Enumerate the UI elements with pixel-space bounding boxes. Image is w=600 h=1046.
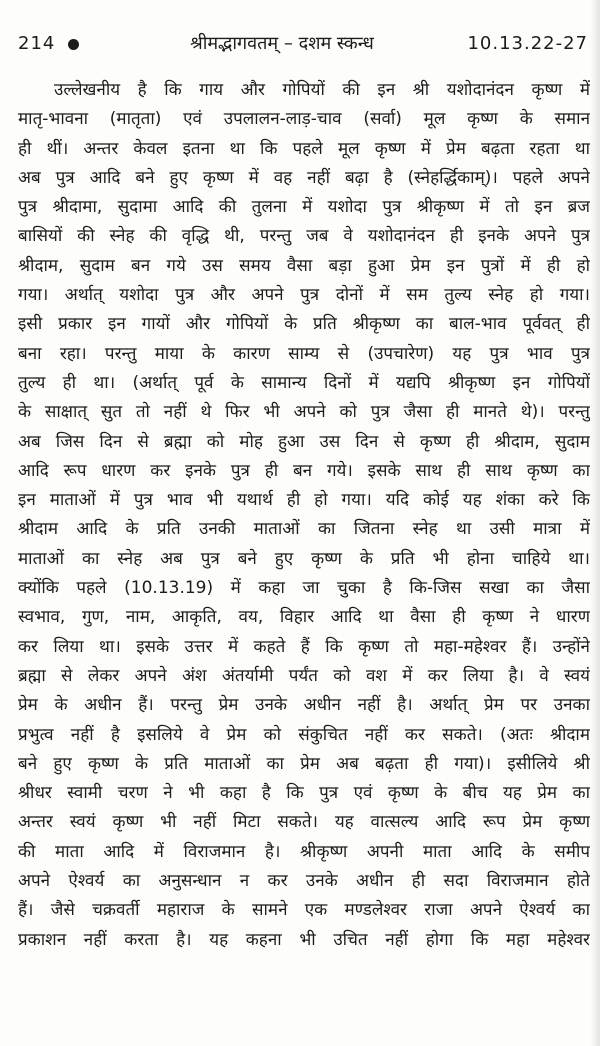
text-line: अपने ऐश्वर्य का अनुसन्धान न कर उनके अधीन ही सदा विराजमान होते bbox=[18, 871, 590, 892]
text-line: श्रीदाम आदि के प्रति उनकी माताओं का जितना स्नेह था उसी मात्रा में bbox=[18, 519, 590, 540]
text-line: बासियों की स्नेह की वृद्धि थी, परन्तु जब वे यशोदानंदन ही इनके अपने पुत्र bbox=[18, 226, 590, 247]
text-line: इसी प्रकार इन गायों और गोपियों के प्रति श्रीकृष्ण का बाल-भाव पूर्ववत् ही bbox=[18, 314, 590, 335]
page-number: 214 bbox=[18, 33, 56, 54]
text-line: गया। अर्थात् यशोदा पुत्र और अपने पुत्र दोनों में सम तुल्य स्नेह हो गया। bbox=[18, 285, 590, 306]
text-line: क्योंकि पहले (10.13.19) में कहा जा चुका है कि-जिस सखा का जैसा bbox=[18, 578, 590, 599]
bullet-dot-icon bbox=[68, 39, 79, 50]
text-line: अब पुत्र आदि बने हुए कृष्ण में वह नहीं बढ़ा है (स्नेहर्द्धिकाम्)। पहले अपने bbox=[18, 167, 590, 188]
text-line: मातृ-भावना (मातृता) एवं उपलालन-लाड़-चाव (सर्वा) मूल कृष्ण के समान bbox=[18, 109, 590, 130]
text-line: प्रेम के अधीन हैं। परन्तु प्रेम उनके अधीन नहीं है। अर्थात् प्रेम पर उनका bbox=[18, 695, 590, 716]
text-line: माताओं का स्नेह अब पुत्र बने हुए कृष्ण के प्रति भी होना चाहिये था। bbox=[18, 548, 590, 569]
text-line: ही थीं। अन्तर केवल इतना था कि पहले मूल कृष्ण में प्रेम बढ़ता रहता था bbox=[18, 138, 590, 159]
text-line: तुल्य ही था। (अर्थात् पूर्व के सामान्य दिनों में यद्यपि श्रीकृष्ण इन गोपियों bbox=[18, 372, 590, 393]
text-line: हैं। जैसे चक्रवर्ती महाराज के सामने एक मण्डलेश्वर राजा अपने ऐश्वर्य का bbox=[18, 900, 590, 921]
body-paragraph bbox=[18, 76, 590, 955]
page-header bbox=[18, 30, 588, 58]
text-line: अब जिस दिन से ब्रह्मा को मोह हुआ उस दिन से कृष्ण ही श्रीदाम, सुदाम bbox=[18, 431, 590, 452]
text-line: बने हुए कृष्ण के प्रति माताओं का प्रेम अब बढ़ता ही गया)। इसीलिये श्री bbox=[18, 753, 590, 774]
text-line: श्रीधर स्वामी चरण ने भी कहा है कि पुत्र एवं कृष्ण के बीच यह प्रेम का bbox=[18, 783, 590, 804]
text-line: प्रकाशन नहीं करता है। यह कहना भी उचित नहीं होगा कि महा महेश्वर bbox=[18, 929, 590, 950]
text-line: की माता आदि में विराजमान है। श्रीकृष्ण अपनी माता आदि के समीप bbox=[18, 841, 590, 862]
text-line: ब्रह्मा से लेकर अपने अंश अंतर्यामी पर्यंत को वश में कर लिया है। वे स्वयं bbox=[18, 665, 590, 686]
text-line: बना रहा। परन्तु माया के कारण साम्य से (उपचारेण) यह पुत्र भाव पुत्र bbox=[18, 343, 590, 364]
book-title: श्रीमद्भागवतम् – दशम स्कन्ध bbox=[190, 33, 374, 54]
text-line: प्रभुत्व नहीं है इसलिये वे प्रेम को संकुचित नहीं कर सकते। (अतः श्रीदाम bbox=[18, 724, 590, 745]
page-edge-shadow bbox=[590, 0, 600, 1046]
text-line: पुत्र श्रीदामा, सुदामा आदि की तुलना में यशोदा पुत्र श्रीकृष्ण में तो इन ब्रज bbox=[18, 197, 590, 218]
verse-reference: 10.13.22-27 bbox=[467, 33, 588, 54]
text-line: आदि रूप धारण कर इनके पुत्र ही बन गये। इसके साथ ही साथ कृष्ण का bbox=[18, 460, 590, 481]
text-line: स्वभाव, गुण, नाम, आकृति, वय, विहार आदि था वैसा ही कृष्ण ने धारण bbox=[18, 607, 590, 628]
text-line: कर लिया था। इसके उत्तर में कहते हैं कि कृष्ण तो महा-महेश्वर हैं। उन्होंने bbox=[18, 636, 590, 657]
text-line: श्रीदाम, सुदाम बन गये उस समय वैसा बड़ा हुआ प्रेम इन पुत्रों में ही हो bbox=[18, 255, 590, 276]
text-line: अन्तर स्वयं कृष्ण भी नहीं मिटा सकते। यह वात्सल्य आदि रूप प्रेम कृष्ण bbox=[18, 812, 590, 833]
text-line: इन माताओं में पुत्र भाव भी यथार्थ ही हो गया। यदि कोई यह शंका करे कि bbox=[18, 490, 590, 511]
text-line: उल्लेखनीय है कि गाय और गोपियों की इन श्री यशोदानंदन कृष्ण में bbox=[54, 80, 590, 100]
text-line: के साक्षात् सुत तो नहीं थे फिर भी अपने को पुत्र जैसा ही मानते थे)। परन्तु bbox=[18, 402, 590, 423]
